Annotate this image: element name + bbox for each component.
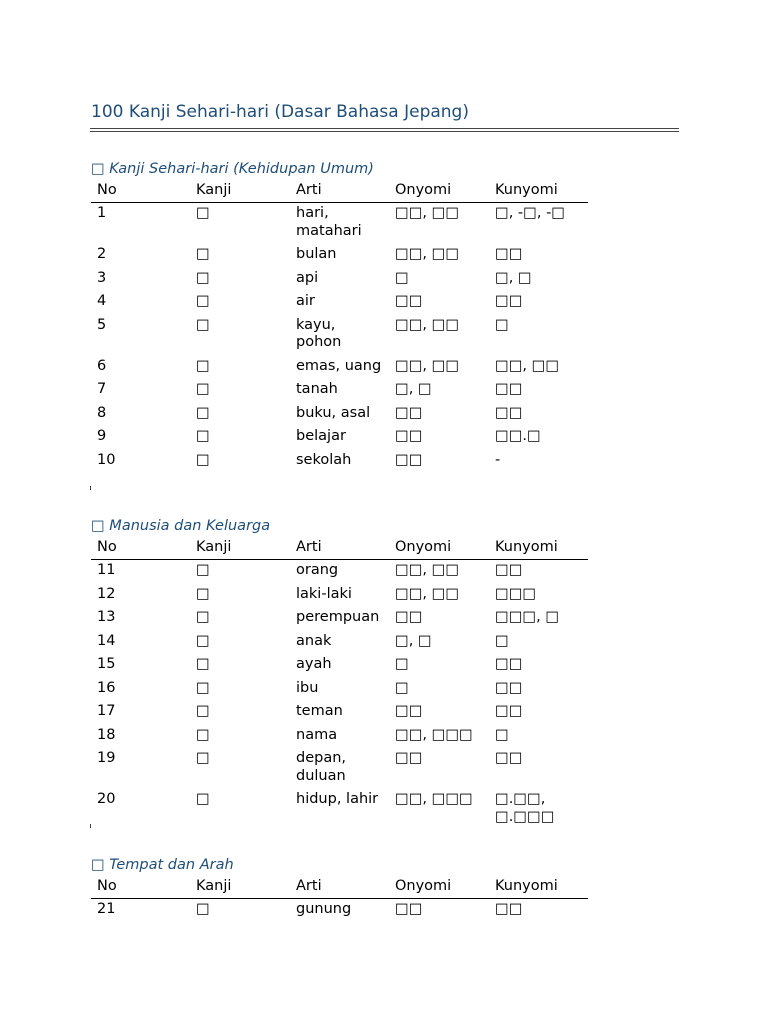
- document-title: 100 Kanji Sehari-hari (Dasar Bahasa Jepang): [91, 102, 469, 122]
- table-row: [91, 244, 588, 268]
- cell-kunyomi: □□: [495, 562, 523, 578]
- cell-arti: api: [296, 269, 319, 286]
- column-header-kanji: Kanji: [190, 876, 290, 899]
- cell-arti: orang: [296, 562, 339, 578]
- cell-onyomi: □□, □□: [395, 205, 460, 221]
- cell-no: 13: [97, 609, 116, 625]
- table-row: [91, 631, 588, 655]
- cell-kanji: □: [196, 656, 210, 672]
- cell-kanji: □: [196, 703, 210, 719]
- cell-kanji: □: [196, 205, 210, 221]
- cell-onyomi: □□: [395, 609, 423, 625]
- section-end-mark: [90, 824, 91, 828]
- cell-kanji: □: [196, 791, 210, 807]
- table-row: [91, 315, 588, 356]
- table-row: [91, 899, 588, 923]
- cell-kunyomi: □□: [495, 381, 523, 397]
- cell-kunyomi: □□: [495, 750, 523, 766]
- cell-kanji: □: [196, 246, 210, 262]
- section-end-mark: [90, 486, 91, 490]
- column-header-no: No: [91, 876, 190, 899]
- cell-onyomi: □□: [395, 901, 423, 917]
- cell-kunyomi: □□□, □: [495, 609, 560, 625]
- table-row: [91, 268, 588, 292]
- cell-onyomi: □□, □□: [395, 357, 460, 374]
- section-heading: □ Tempat dan Arah: [91, 857, 234, 873]
- table-row: [91, 426, 588, 450]
- cell-no: 15: [97, 656, 116, 672]
- column-header-kanji: Kanji: [190, 180, 290, 203]
- cell-no: 1: [97, 205, 107, 221]
- cell-onyomi: □□, □□: [395, 562, 460, 578]
- cell-kanji: □: [196, 316, 210, 333]
- cell-no: 12: [97, 585, 116, 602]
- cell-arti: ibu: [296, 679, 319, 696]
- cell-arti: tanah: [296, 381, 338, 397]
- table-row: [91, 584, 588, 608]
- table-row: [91, 560, 588, 584]
- cell-arti: bulan: [296, 246, 337, 262]
- cell-arti: belajar: [296, 428, 346, 444]
- column-header-onyomi: Onyomi: [389, 876, 489, 899]
- table-row: [91, 748, 588, 789]
- cell-onyomi: □□, □□: [395, 585, 460, 602]
- column-header-kanji: Kanji: [190, 537, 290, 560]
- table-row: [91, 678, 588, 702]
- cell-kanji: □: [196, 381, 210, 397]
- cell-no: 17: [97, 703, 116, 719]
- cell-no: 19: [97, 750, 116, 766]
- table-row: [91, 654, 588, 678]
- cell-no: 16: [97, 679, 116, 696]
- cell-onyomi: □□: [395, 404, 423, 421]
- section-heading: □ Kanji Sehari-hari (Kehidupan Umum): [91, 161, 374, 177]
- cell-kanji: □: [196, 428, 210, 444]
- cell-no: 18: [97, 726, 116, 743]
- cell-kunyomi: □, □: [495, 269, 532, 286]
- cell-kunyomi: □□□: [495, 585, 537, 602]
- cell-no: 6: [97, 357, 107, 374]
- column-header-onyomi: Onyomi: [389, 537, 489, 560]
- cell-arti: nama: [296, 726, 338, 743]
- cell-no: 10: [97, 451, 116, 468]
- cell-kanji: □: [196, 585, 210, 602]
- cell-arti: perempuan: [296, 609, 380, 625]
- cell-no: 7: [97, 381, 107, 397]
- cell-kanji: □: [196, 269, 210, 286]
- cell-no: 3: [97, 269, 107, 286]
- cell-onyomi: □□, □□□: [395, 791, 473, 807]
- cell-onyomi: □, □: [395, 381, 432, 397]
- cell-kanji: □: [196, 357, 210, 374]
- cell-onyomi: □□: [395, 293, 423, 309]
- cell-arti: sekolah: [296, 451, 352, 468]
- cell-no: 8: [97, 404, 107, 421]
- cell-kunyomi: □□: [495, 656, 523, 672]
- table-header-row: [91, 180, 588, 203]
- cell-no: 14: [97, 632, 116, 649]
- cell-onyomi: □□, □□□: [395, 726, 473, 743]
- table-row: [91, 450, 588, 474]
- cell-arti: hari, matahari: [296, 205, 362, 239]
- table-row: [91, 789, 588, 830]
- cell-arti: teman: [296, 703, 343, 719]
- cell-kunyomi: □□.□: [495, 428, 541, 444]
- cell-kanji: □: [196, 562, 210, 578]
- cell-onyomi: □□: [395, 451, 423, 468]
- table-row: [91, 379, 588, 403]
- table-row: [91, 203, 588, 245]
- cell-kanji: □: [196, 451, 210, 468]
- table-row: [91, 403, 588, 427]
- cell-no: 4: [97, 293, 107, 309]
- cell-kanji: □: [196, 609, 210, 625]
- cell-arti: ayah: [296, 656, 332, 672]
- cell-kunyomi: □□: [495, 679, 523, 696]
- table-header-row: [91, 537, 588, 560]
- column-header-no: No: [91, 180, 190, 203]
- column-header-arti: Arti: [290, 537, 389, 560]
- cell-no: 5: [97, 316, 107, 333]
- cell-no: 21: [97, 901, 116, 917]
- title-double-rule: [90, 128, 679, 132]
- table-row: [91, 725, 588, 749]
- cell-arti: depan, duluan: [296, 750, 347, 784]
- cell-kunyomi: □: [495, 316, 509, 333]
- table-row: [91, 291, 588, 315]
- cell-no: 20: [97, 791, 116, 807]
- cell-arti: anak: [296, 632, 332, 649]
- cell-no: 9: [97, 428, 107, 444]
- cell-arti: emas, uang: [296, 357, 382, 374]
- cell-kunyomi: □: [495, 726, 509, 743]
- cell-kanji: □: [196, 726, 210, 743]
- kanji-table: [91, 537, 588, 830]
- cell-onyomi: □□, □□: [395, 316, 460, 333]
- cell-arti: hidup, lahir: [296, 791, 379, 807]
- column-header-arti: Arti: [290, 876, 389, 899]
- cell-onyomi: □: [395, 269, 409, 286]
- column-header-kunyomi: Kunyomi: [489, 537, 588, 560]
- cell-arti: kayu, pohon: [296, 316, 342, 350]
- column-header-onyomi: Onyomi: [389, 180, 489, 203]
- table-header-row: [91, 876, 588, 899]
- cell-onyomi: □□: [395, 703, 423, 719]
- cell-kunyomi: □□: [495, 246, 523, 262]
- cell-onyomi: □, □: [395, 632, 432, 649]
- cell-kunyomi: -: [495, 451, 501, 468]
- cell-kanji: □: [196, 404, 210, 421]
- cell-kunyomi: □□: [495, 901, 523, 917]
- cell-arti: gunung: [296, 901, 352, 917]
- cell-arti: laki-laki: [296, 585, 352, 602]
- cell-kanji: □: [196, 901, 210, 917]
- section-heading: □ Manusia dan Keluarga: [91, 518, 271, 534]
- cell-kunyomi: □: [495, 632, 509, 649]
- cell-onyomi: □: [395, 679, 409, 696]
- cell-kunyomi: □, -□, -□: [495, 205, 566, 221]
- cell-arti: air: [296, 293, 315, 309]
- section-places-directions: [91, 854, 591, 923]
- cell-kanji: □: [196, 679, 210, 696]
- table-row: [91, 356, 588, 380]
- cell-kunyomi: □□: [495, 293, 523, 309]
- cell-onyomi: □□: [395, 750, 423, 766]
- table-row: [91, 701, 588, 725]
- section-daily-life: [91, 158, 591, 473]
- cell-no: 11: [97, 562, 116, 578]
- cell-onyomi: □□: [395, 428, 423, 444]
- kanji-table: [91, 876, 588, 923]
- cell-kunyomi: □□: [495, 404, 523, 421]
- cell-kunyomi: □□, □□: [495, 357, 560, 374]
- section-people-family: [91, 515, 591, 830]
- column-header-kunyomi: Kunyomi: [489, 876, 588, 899]
- cell-kanji: □: [196, 750, 210, 766]
- cell-onyomi: □: [395, 656, 409, 672]
- cell-no: 2: [97, 246, 107, 262]
- kanji-table: [91, 180, 588, 473]
- column-header-arti: Arti: [290, 180, 389, 203]
- cell-onyomi: □□, □□: [395, 246, 460, 262]
- column-header-no: No: [91, 537, 190, 560]
- cell-kanji: □: [196, 632, 210, 649]
- table-row: [91, 607, 588, 631]
- column-header-kunyomi: Kunyomi: [489, 180, 588, 203]
- cell-kunyomi: □□: [495, 703, 523, 719]
- cell-kunyomi: □.□□, □.□□□: [495, 791, 555, 825]
- cell-kanji: □: [196, 293, 210, 309]
- cell-arti: buku, asal: [296, 404, 371, 421]
